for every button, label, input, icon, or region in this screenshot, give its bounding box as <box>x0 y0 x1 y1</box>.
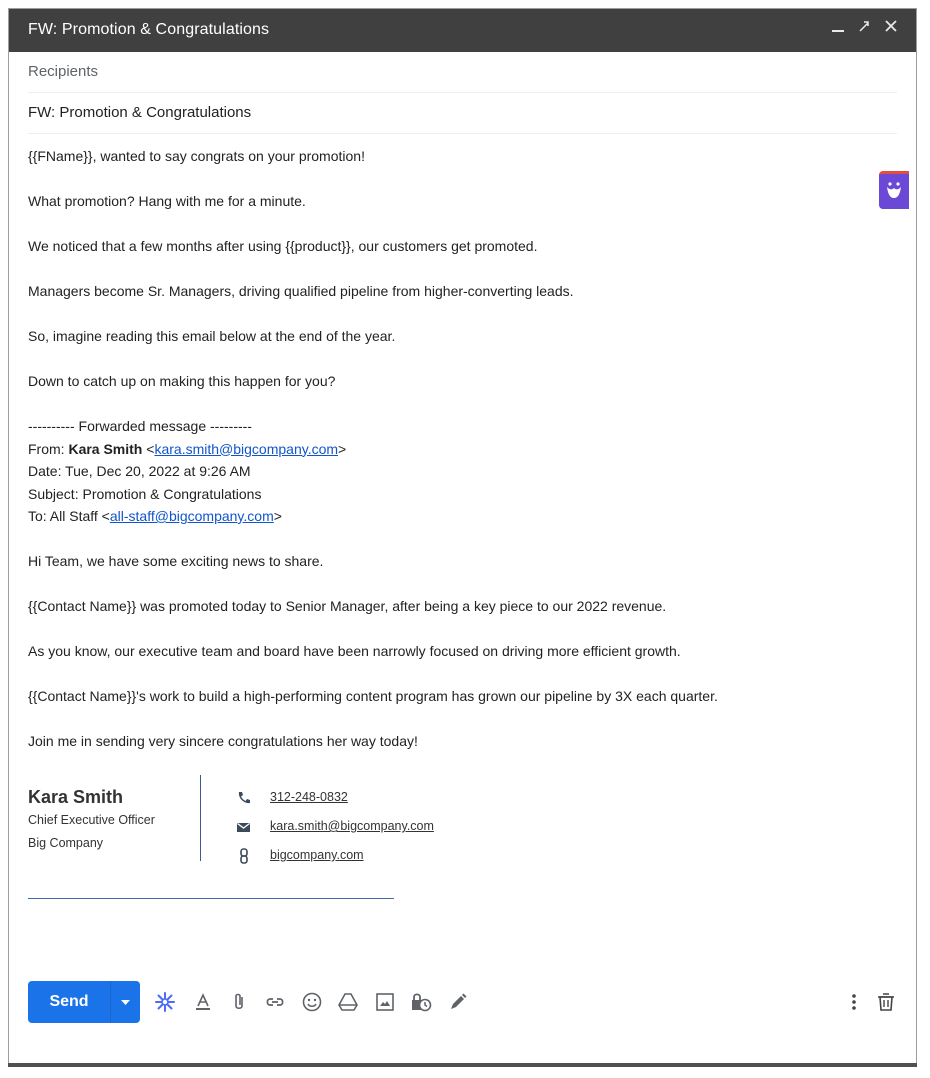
phone-icon <box>236 790 252 806</box>
compose-title: FW: Promotion & Congratulations <box>28 21 270 38</box>
body-paragraph: {{Contact Name}}'s work to build a high-performing content program has grown our pipeline by 3X each quarter. <box>28 688 718 704</box>
forward-from-email-link[interactable]: kara.smith@bigcompany.com <box>154 440 339 457</box>
body-paragraph: Hi Team, we have some exciting news to share. <box>28 553 324 569</box>
compose-toolbar <box>9 981 916 1025</box>
signature-name: Kara Smith <box>28 787 124 807</box>
signature-title: Chief Executive Officer <box>28 813 155 827</box>
compose-window <box>8 8 917 1064</box>
send-button[interactable]: Send <box>49 993 89 1010</box>
body-paragraph: Managers become Sr. Managers, driving qualified pipeline from higher-converting leads. <box>28 283 574 299</box>
insert-photo-icon[interactable] <box>374 991 396 1013</box>
attach-file-icon[interactable] <box>228 991 250 1013</box>
body-paragraph: What promotion? Hang with me for a minute. <box>28 193 306 209</box>
forward-divider: ---------- Forwarded message --------- <box>28 418 252 434</box>
addon-logo-icon <box>879 174 909 209</box>
mail-icon <box>236 819 252 835</box>
send-options-button[interactable] <box>111 981 140 1023</box>
message-body[interactable] <box>28 145 888 753</box>
forward-from: From: Kara Smith <kara.smith@bigcompany.com> <box>28 440 347 457</box>
body-paragraph: Down to catch up on making this happen for you? <box>28 373 336 389</box>
body-paragraph: So, imagine reading this email below at the end of the year. <box>28 328 396 344</box>
window-bottom-edge <box>8 1063 917 1067</box>
subject-field[interactable]: FW: Promotion & Congratulations <box>28 93 897 134</box>
signature-divider <box>200 775 201 861</box>
body-paragraph: {{Contact Name}} was promoted today to Senior Manager, after being a key piece to our 2022 revenue. <box>28 598 667 614</box>
link-icon <box>236 848 252 864</box>
signature-company: Big Company <box>28 836 104 850</box>
body-paragraph: As you know, our executive team and board have been narrowly focused on driving more efficient growth. <box>28 643 681 659</box>
signature-email-link[interactable]: kara.smith@bigcompany.com <box>270 819 434 833</box>
forward-to: To: All Staff <all-staff@bigcompany.com> <box>28 508 282 524</box>
confidential-mode-icon[interactable] <box>410 991 432 1013</box>
pop-out-icon[interactable] <box>857 18 871 39</box>
addon-sidebar-tab[interactable] <box>879 171 909 209</box>
forward-from-name: Kara Smith <box>68 440 143 457</box>
drive-icon[interactable] <box>337 991 359 1013</box>
ai-assist-icon[interactable] <box>154 991 176 1013</box>
forwarded-message-header <box>28 415 888 528</box>
compose-titlebar[interactable] <box>9 9 916 52</box>
emoji-icon[interactable] <box>301 991 323 1013</box>
insert-link-icon[interactable] <box>264 991 286 1013</box>
send-button-group <box>28 981 140 1023</box>
close-icon[interactable] <box>884 18 898 39</box>
minimize-icon[interactable] <box>831 18 845 39</box>
signature-bottom-rule <box>28 898 394 899</box>
formatting-options-icon[interactable] <box>192 991 214 1013</box>
signature-pen-icon[interactable] <box>447 991 469 1013</box>
body-paragraph: Join me in sending very sincere congratulations her way today! <box>28 733 418 749</box>
discard-draft-icon[interactable] <box>875 991 897 1013</box>
forward-subject: Subject: Promotion & Congratulations <box>28 485 262 502</box>
more-options-icon[interactable] <box>843 991 865 1013</box>
signature-phone-link[interactable]: 312-248-0832 <box>270 790 348 804</box>
body-paragraph: We noticed that a few months after using {{product}}, our customers get promoted. <box>28 238 538 254</box>
forward-to-email-link[interactable]: all-staff@bigcompany.com <box>109 508 274 524</box>
body-paragraph: {{FName}}, wanted to say congrats on your promotion! <box>28 148 365 164</box>
forward-date: Date: Tue, Dec 20, 2022 at 9:26 AM <box>28 463 251 479</box>
signature-website-link[interactable]: bigcompany.com <box>270 848 364 862</box>
email-signature <box>28 775 478 865</box>
recipients-field[interactable]: Recipients <box>28 52 897 93</box>
chevron-down-icon <box>111 981 140 1023</box>
